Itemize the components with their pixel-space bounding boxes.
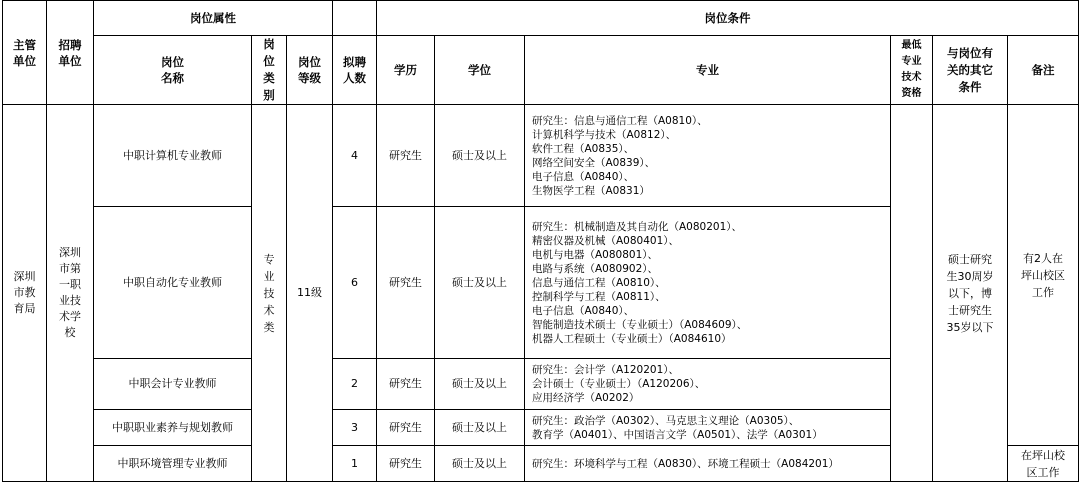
- cell-position-name: 中职自动化专业教师: [94, 207, 252, 359]
- cell-education: 研究生: [377, 207, 435, 359]
- cell-position-level: 11级: [287, 105, 333, 482]
- cell-min-tech-qualification: [891, 105, 933, 482]
- header-major: 专业: [525, 36, 891, 105]
- cell-major: 研究生：机械制造及其自动化（A080201）、 精密仪器及机械（A080401）、 电机与电器（A080801）、 电路与系统（A080902）、 信息与通信工程（A0810）、 控制科学与工程（A0811）、 电子信息（A0840）、 智能制造技术硕士（专业硕士）（A084609）、 机器人工程硕士（专业硕士）（A084610）: [525, 207, 891, 359]
- table-row: [3, 105, 1079, 207]
- header-position-level: 岗位等级: [287, 36, 333, 105]
- header-supervising-unit: 主管单位: [3, 1, 47, 105]
- cell-degree: 硕士及以上: [435, 207, 525, 359]
- header-other-conditions: 与岗位有关的其它条件: [933, 36, 1008, 105]
- header-degree: 学位: [435, 36, 525, 105]
- cell-planned-hires: 1: [333, 446, 377, 482]
- header-position-attributes: 岗位属性: [94, 1, 333, 36]
- recruitment-table: [2, 0, 1079, 482]
- header-planned-hires: 拟聘人数: [333, 36, 377, 105]
- cell-major: 研究生：会计学（A120201）、 会计硕士（专业硕士）（A120206）、 应用经济学（A0202）: [525, 359, 891, 410]
- cell-other-conditions: 硕士研究生30周岁以下，博士研究生35岁以下: [933, 105, 1008, 482]
- cell-degree: 硕士及以上: [435, 446, 525, 482]
- cell-planned-hires: 3: [333, 410, 377, 446]
- cell-position-name: 中职计算机专业教师: [94, 105, 252, 207]
- header-empty-cell: [333, 1, 377, 36]
- cell-degree: 硕士及以上: [435, 359, 525, 410]
- cell-education: 研究生: [377, 359, 435, 410]
- cell-degree: 硕士及以上: [435, 105, 525, 207]
- cell-planned-hires: 6: [333, 207, 377, 359]
- cell-recruiting-unit: 深圳市第一职业技术学校: [47, 105, 94, 482]
- cell-remark-group: 有2人在坪山校区工作: [1008, 105, 1079, 446]
- header-min-tech-qualification: 最低专业技术资格: [891, 36, 933, 105]
- cell-degree: 硕士及以上: [435, 410, 525, 446]
- cell-education: 研究生: [377, 410, 435, 446]
- cell-planned-hires: 2: [333, 359, 377, 410]
- header-row-1: [3, 1, 1079, 36]
- cell-education: 研究生: [377, 446, 435, 482]
- header-recruiting-unit: 招聘单位: [47, 1, 94, 105]
- header-row-2: [3, 36, 1079, 105]
- cell-major: 研究生：政治学（A0302）、马克思主义理论（A0305）、 教育学（A0401）、中国语言文学（A0501）、法学（A0301）: [525, 410, 891, 446]
- cell-remark: 在坪山校区工作: [1008, 446, 1079, 482]
- header-position-conditions: 岗位条件: [377, 1, 1079, 36]
- header-remarks: 备注: [1008, 36, 1079, 105]
- header-position-name: 岗位名称: [94, 36, 252, 105]
- cell-planned-hires: 4: [333, 105, 377, 207]
- cell-position-name: 中职会计专业教师: [94, 359, 252, 410]
- header-position-category: 岗位类别: [252, 36, 287, 105]
- cell-education: 研究生: [377, 105, 435, 207]
- cell-major: 研究生：环境科学与工程（A0830）、环境工程硕士（A084201）: [525, 446, 891, 482]
- cell-major: 研究生：信息与通信工程（A0810）、 计算机科学与技术（A0812）、 软件工程（A0835）、 网络空间安全（A0839）、 电子信息（A0840）、 生物医学工程（A0831）: [525, 105, 891, 207]
- cell-position-name: 中职环境管理专业教师: [94, 446, 252, 482]
- cell-position-category: 专业技术类: [252, 105, 287, 482]
- recruitment-table-container: [2, 0, 1078, 480]
- cell-supervising-unit: 深圳市教育局: [3, 105, 47, 482]
- header-education: 学历: [377, 36, 435, 105]
- cell-position-name: 中职职业素养与规划教师: [94, 410, 252, 446]
